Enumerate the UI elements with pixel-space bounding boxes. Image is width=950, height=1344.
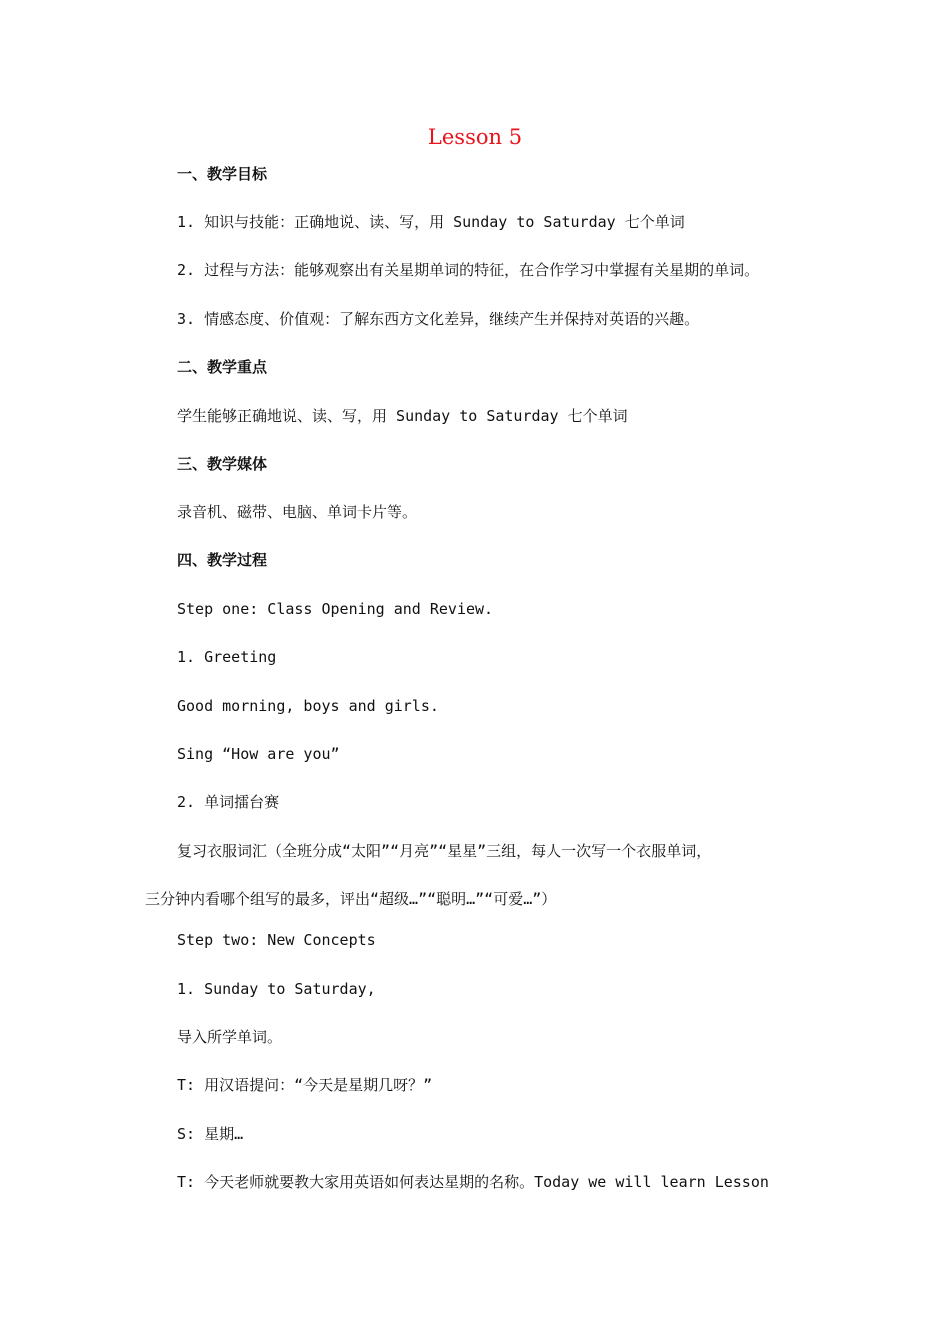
section-heading-process: 四、教学过程	[177, 551, 268, 569]
teacher-statement: T: 今天老师就要教大家用英语如何表达星期的名称。Today we will learn Lesson	[177, 1173, 769, 1191]
review-paragraph-line: 复习衣服词汇（全班分成“太阳”“月亮”“星星”三组，每人一次写一个衣服单词，	[177, 842, 712, 860]
review-paragraph	[145, 841, 830, 909]
good-morning-text: Good morning, boys and girls.	[177, 697, 439, 715]
section-heading-objectives: 一、教学目标	[177, 165, 268, 183]
student-answer: S: 星期…	[177, 1125, 244, 1143]
sing-text: Sing “How are you”	[177, 745, 340, 763]
objective-item: 2. 过程与方法：能够观察出有关星期单词的特征，在合作学习中掌握有关星期的单词。	[177, 261, 760, 279]
contest-item: 2. 单词擂台赛	[177, 793, 280, 811]
section-heading-media: 三、教学媒体	[177, 455, 268, 473]
teacher-question: T: 用汉语提问：“今天是星期几呀？”	[177, 1076, 433, 1094]
key-point-text: 学生能够正确地说、读、写，用 Sunday to Saturday 七个单词	[177, 407, 628, 425]
objective-item: 3. 情感态度、价值观：了解东西方文化差异，继续产生并保持对英语的兴趣。	[177, 310, 700, 328]
greeting-item: 1. Greeting	[177, 648, 277, 666]
step-one-heading: Step one: Class Opening and Review.	[177, 600, 494, 618]
review-paragraph-line: 三分钟内看哪个组写的最多，评出“超级…”“聪明…”“可爱…”）	[145, 890, 557, 908]
days-item: 1. Sunday to Saturday,	[177, 980, 376, 998]
section-heading-key-points: 二、教学重点	[177, 358, 268, 376]
intro-text: 导入所学单词。	[177, 1028, 283, 1046]
document-title: Lesson 5	[427, 125, 523, 149]
objective-item: 1. 知识与技能：正确地说、读、写，用 Sunday to Saturday 七个单词	[177, 213, 685, 231]
step-two-heading: Step two: New Concepts	[177, 931, 376, 949]
media-text: 录音机、磁带、电脑、单词卡片等。	[177, 503, 418, 521]
